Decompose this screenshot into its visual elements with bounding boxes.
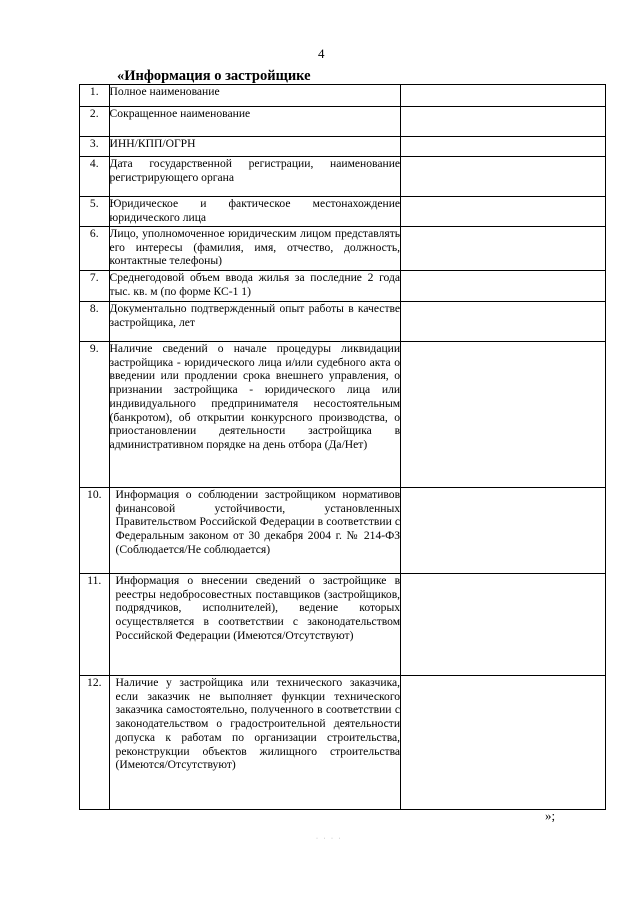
table-row <box>80 574 606 676</box>
row-value <box>401 676 606 810</box>
row-value <box>401 302 606 342</box>
row-value <box>401 227 606 271</box>
row-value <box>401 107 606 137</box>
row-value <box>401 197 606 227</box>
row-number: 3. <box>80 137 110 157</box>
row-value <box>401 271 606 302</box>
row-value <box>401 85 606 107</box>
document-title: «Информация о застройщике <box>117 68 311 84</box>
row-number: 8. <box>80 302 110 342</box>
table-row <box>80 137 606 157</box>
row-number: 4. <box>80 157 110 197</box>
row-number: 12. <box>80 676 110 810</box>
row-number: 7. <box>80 271 110 302</box>
closing-quote: »; <box>545 808 556 823</box>
row-label: Лицо, уполномоченное юридическим лицом представлять его интересы (фамилия, имя, отчество, должность, контактные телефоны) <box>109 227 401 271</box>
row-label: Сокращенное наименование <box>109 107 401 137</box>
table-row <box>80 85 606 107</box>
row-label: Наличие у застройщика или технического заказчика, если заказчик не выполняет функции технического заказчика самостоятельно, полученного в соответствии с законодательством о градостроительной деятельности допуска к работам по организации строительства, реконструкции объектов жилищного строительства (Имеются/Отсутствуют) <box>109 676 401 810</box>
row-number: 11. <box>80 574 110 676</box>
table-row <box>80 227 606 271</box>
scan-artifact: · · · · <box>316 836 343 842</box>
developer-info-table <box>79 84 606 810</box>
row-label: Дата государственной регистрации, наименование регистрирующего органа <box>109 157 401 197</box>
row-number: 1. <box>80 85 110 107</box>
row-number: 10. <box>80 488 110 574</box>
row-value <box>401 157 606 197</box>
table-row <box>80 271 606 302</box>
row-label: Юридическое и фактическое местонахождение юридического лица <box>109 197 401 227</box>
page-number: 4 <box>318 46 325 61</box>
row-label: ИНН/КПП/ОГРН <box>109 137 401 157</box>
table-row <box>80 157 606 197</box>
row-label: Информация о внесении сведений о застройщике в реестры недобросовестных поставщиков (застройщиков, подрядчиков, исполнителей), ведение которых осуществляется в соответствии с законодательством Российской Федерации (Имеются/Отсутствуют) <box>109 574 401 676</box>
row-label: Информация о соблюдении застройщиком нормативов финансовой устойчивости, установленных Правительством Российской Федерации в соответствии с Федеральным законом от 30 декабря 2004 г. № 214-ФЗ (Соблюдается/Не соблюдается) <box>109 488 401 574</box>
table-row <box>80 197 606 227</box>
row-label: Полное наименование <box>109 85 401 107</box>
table-row <box>80 107 606 137</box>
table-row <box>80 342 606 488</box>
row-label: Наличие сведений о начале процедуры ликвидации застройщика - юридического лица и/или судебного акта о введении или продлении срока внешнего управления, о признании застройщика - юридического лица или индивидуального предпринимателя несостоятельным (банкротом), об открытии конкурсного производства, о приостановлении деятельности застройщика в административном порядке на день отбора (Да/Нет) <box>109 342 401 488</box>
row-number: 6. <box>80 227 110 271</box>
table-row <box>80 302 606 342</box>
row-number: 2. <box>80 107 110 137</box>
table-row <box>80 488 606 574</box>
row-value <box>401 488 606 574</box>
row-label: Среднегодовой объем ввода жилья за последние 2 года тыс. кв. м (по форме КС-1 1) <box>109 271 401 302</box>
row-number: 9. <box>80 342 110 488</box>
row-value <box>401 574 606 676</box>
row-number: 5. <box>80 197 110 227</box>
row-label: Документально подтвержденный опыт работы в качестве застройщика, лет <box>109 302 401 342</box>
row-value <box>401 137 606 157</box>
row-value <box>401 342 606 488</box>
table-row <box>80 676 606 810</box>
